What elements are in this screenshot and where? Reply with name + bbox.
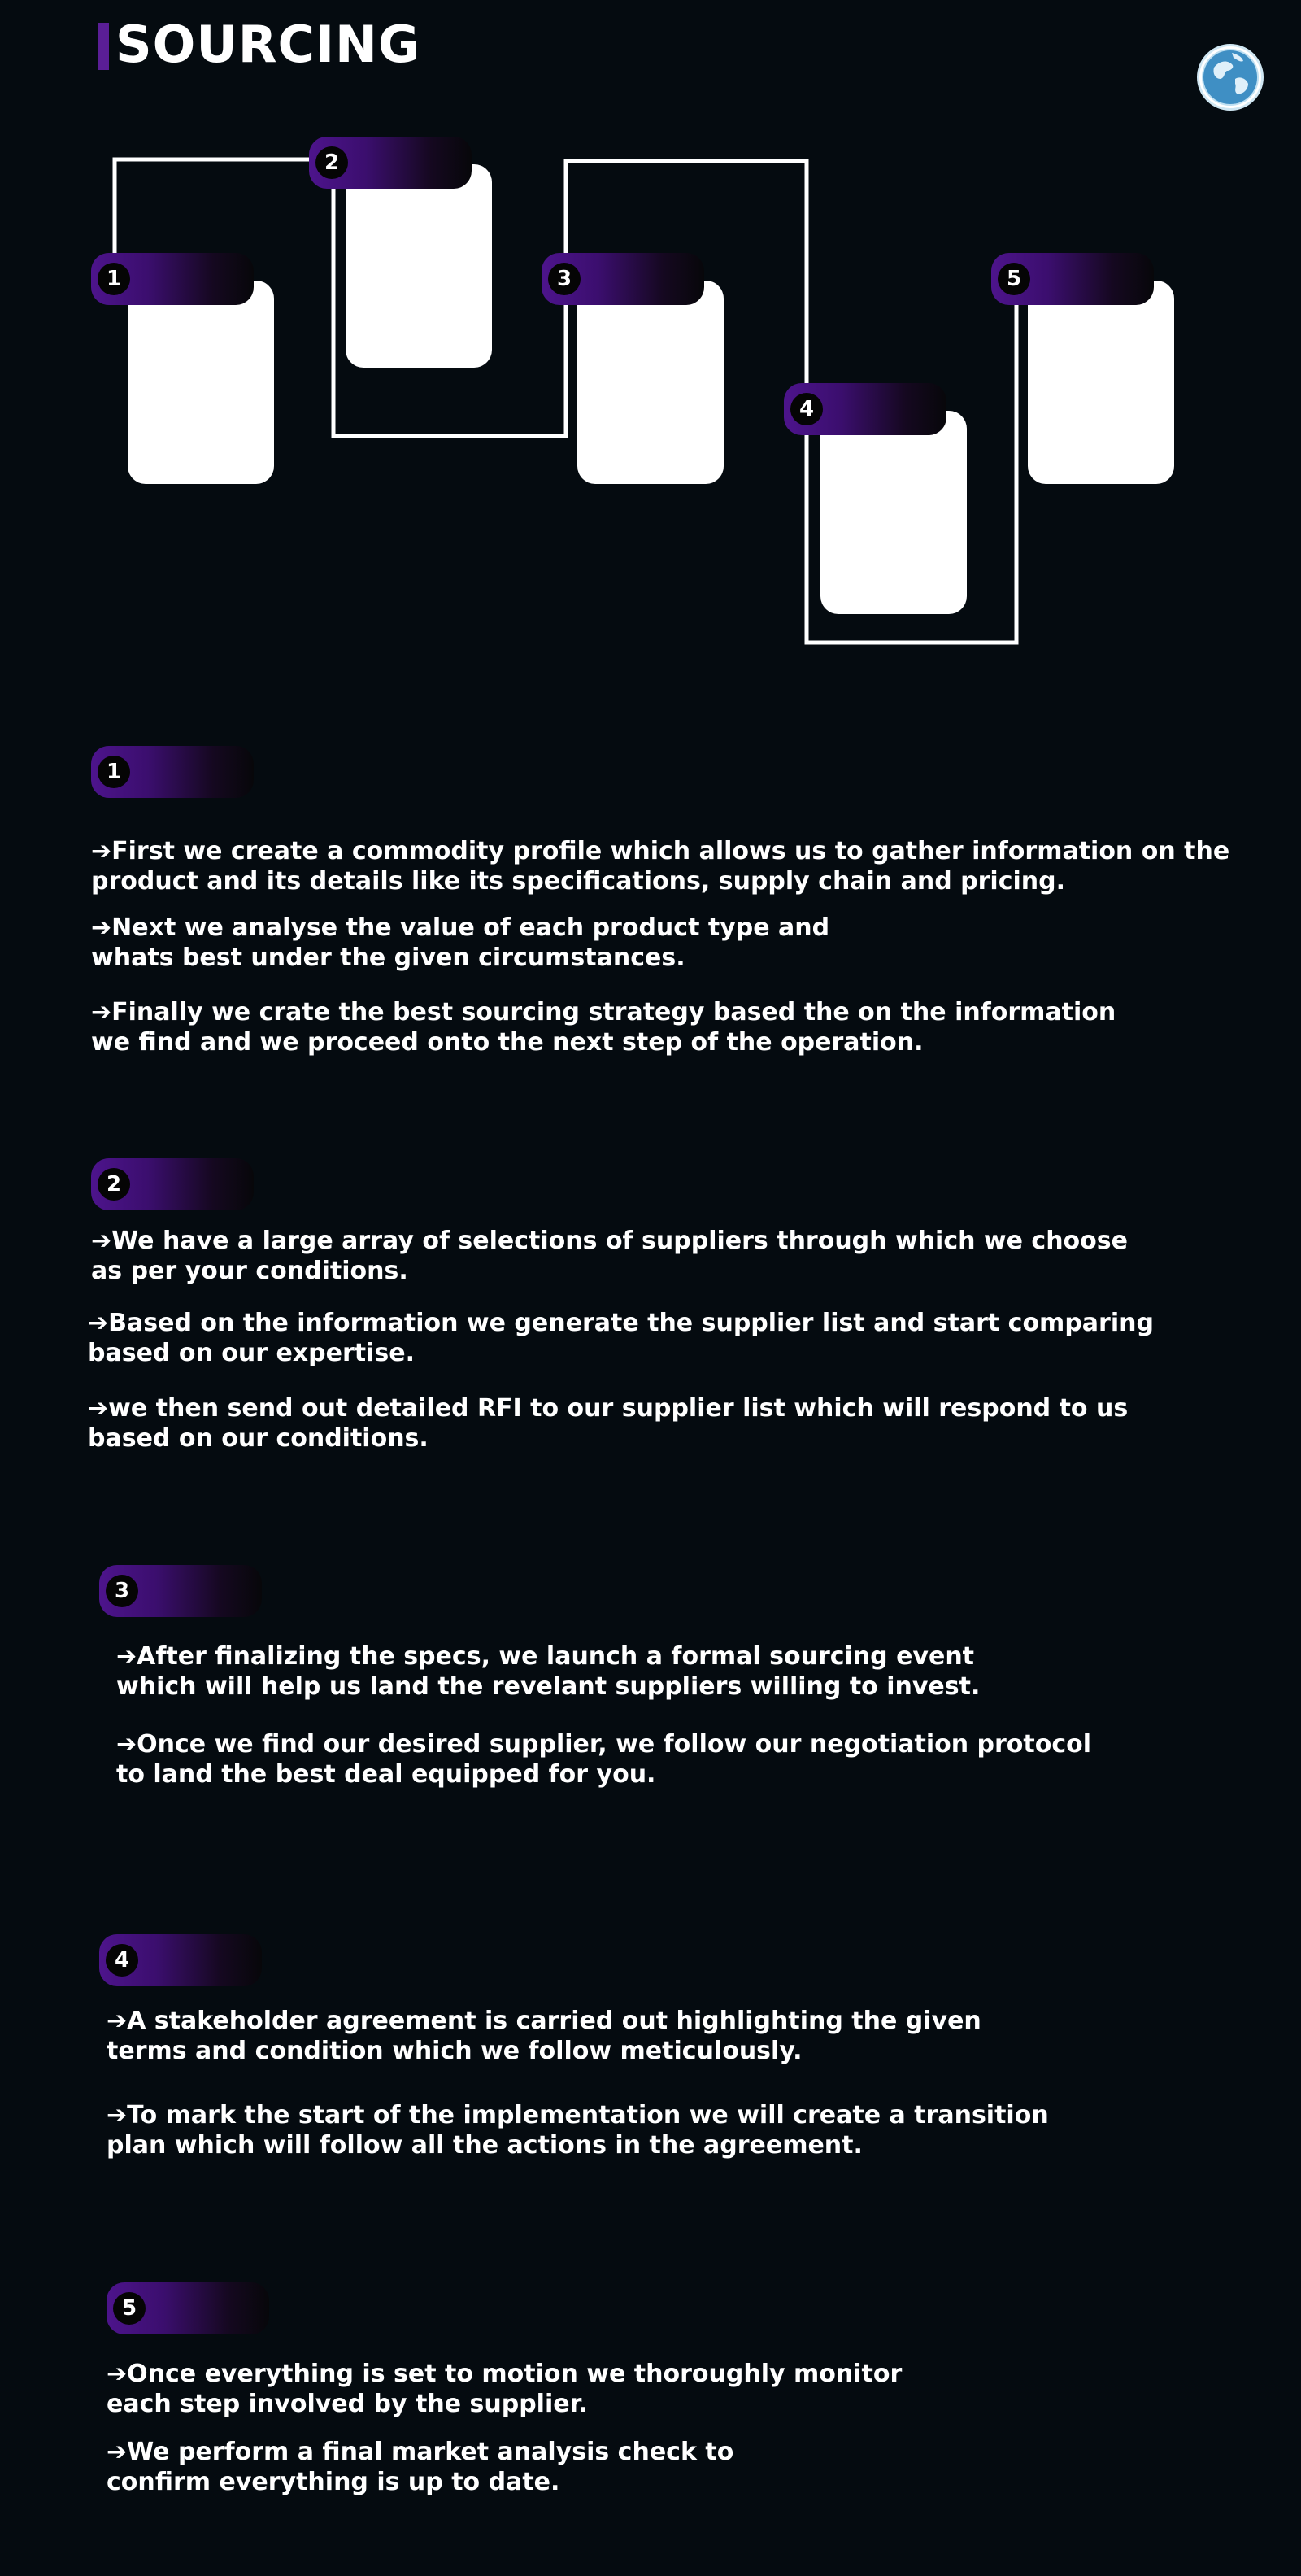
step-3-badge: 3	[548, 263, 581, 295]
step-1-tab	[91, 253, 254, 305]
step-1-point-3: ➔Finally we crate the best sourcing strategy based the on the information we find and we proceed onto the next step of the operation.	[91, 998, 1116, 1057]
step-3-tab	[542, 253, 704, 305]
step-5-section-tab	[107, 2282, 269, 2334]
step-2-section-badge: 2	[98, 1168, 130, 1201]
step-2-point-2: ➔Based on the information we generate the supplier list and start comparing based on our expertise.	[88, 1309, 1154, 1367]
step-3-section-tab	[99, 1565, 262, 1617]
step-2-point-1: ➔We have a large array of selections of suppliers through which we choose as per your conditions.	[91, 1227, 1128, 1285]
page-title: SOURCING	[115, 15, 420, 74]
step-3-point-1: ➔After finalizing the specs, we launch a formal sourcing event which will help us land the revelant suppliers willing to invest.	[116, 1642, 981, 1701]
step-2-tab	[309, 137, 472, 189]
step-1-badge: 1	[98, 263, 130, 295]
step-4-section-tab	[99, 1934, 262, 1986]
step-5-badge: 5	[998, 263, 1030, 295]
step-3-card	[577, 281, 724, 484]
step-4-badge: 4	[790, 393, 823, 425]
step-1-card	[128, 281, 274, 484]
step-3-point-2: ➔Once we find our desired supplier, we follow our negotiation protocol to land the best deal equipped for you.	[116, 1730, 1092, 1789]
step-2-badge: 2	[315, 146, 348, 179]
step-4-tab	[784, 383, 946, 435]
step-1-section-badge: 1	[98, 756, 130, 788]
step-5-point-2: ➔We perform a final market analysis check to confirm everything is up to date.	[107, 2438, 734, 2496]
step-1-section-tab	[91, 746, 254, 798]
step-2-point-3: ➔we then send out detailed RFI to our supplier list which will respond to us based on our conditions.	[88, 1394, 1129, 1453]
step-4-card	[820, 411, 967, 614]
step-4-point-2: ➔To mark the start of the implementation we will create a transition plan which will follow all the actions in the agreement.	[107, 2101, 1049, 2160]
step-4-point-1: ➔A stakeholder agreement is carried out highlighting the given terms and condition which we follow meticulously.	[107, 2007, 981, 2065]
step-2-section-tab	[91, 1158, 254, 1210]
step-5-tab	[991, 253, 1154, 305]
process-diagram	[0, 0, 1301, 667]
step-3-section-badge: 3	[106, 1575, 138, 1607]
step-1-point-1: ➔First we create a commodity profile which allows us to gather information on the product and its details like its specifications, supply chain and pricing.	[91, 837, 1230, 896]
step-2-card	[346, 164, 492, 368]
step-5-section-badge: 5	[113, 2292, 146, 2325]
step-4-section-badge: 4	[106, 1944, 138, 1977]
step-1-point-2: ➔Next we analyse the value of each product type and whats best under the given circumstances.	[91, 913, 830, 972]
step-5-card	[1028, 281, 1174, 484]
step-5-point-1: ➔Once everything is set to motion we thoroughly monitor each step involved by the supplier.	[107, 2360, 903, 2418]
